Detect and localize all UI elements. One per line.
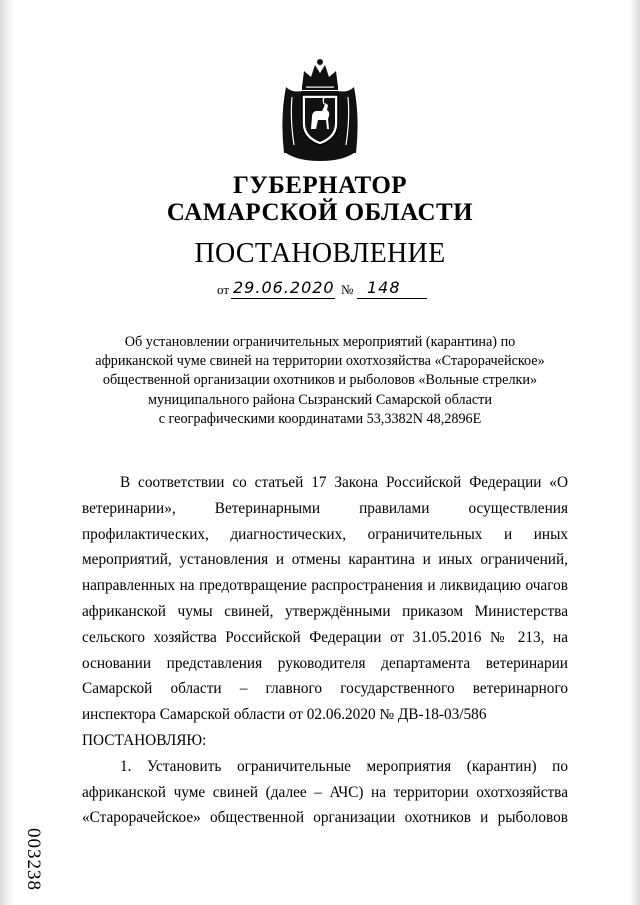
date-number-line bbox=[217, 278, 437, 300]
document-type-heading: ПОСТАНОВЛЕНИЕ bbox=[194, 238, 446, 269]
number-label: № bbox=[341, 282, 354, 297]
document-body bbox=[82, 470, 568, 831]
date-underline bbox=[231, 298, 335, 299]
samara-region-coat-of-arms-icon bbox=[278, 57, 362, 163]
authority-line-1: ГУБЕРНАТОР bbox=[232, 172, 408, 199]
title-line: с географическими координатами 53,3382N 48,2896E bbox=[158, 410, 482, 427]
handwritten-date: 29.06.2020 bbox=[233, 278, 335, 297]
preamble-paragraph: В соответствии со статьей 17 Закона Российской Федерации «О ветеринарии», Ветеринарными правилами осуществления профилактических, диагностических, ограничительных и иных мероприятий, установления и отмены карантина и иных ограничений, направленных на предотвращение распространения и ликвидацию очагов африканской чумы свиней, утверждёнными приказом Министерства сельского хозяйства Российской Федерации от 31.05.2016 № 213, на основании представления руководителя департамента ветеринарии Самарской области – главного государственного ветеринарного инспектора Самарской области от 02.06.2020 № ДВ-18-03/586 bbox=[82, 474, 568, 724]
date-label: от bbox=[217, 282, 230, 297]
title-line: общественной организации охотников и рыболовов «Вольные стрелки» bbox=[102, 372, 538, 389]
resolution-phrase: ПОСТАНОВЛЯЮ: bbox=[82, 731, 207, 749]
title-line: муниципального района Сызранский Самарской области bbox=[148, 391, 492, 408]
title-line: Об установлении ограничительных мероприятий (карантина) по bbox=[124, 334, 516, 350]
handwritten-number: 148 bbox=[367, 278, 401, 297]
authority-line-2: САМАРСКОЙ ОБЛАСТИ bbox=[166, 199, 474, 226]
number-underline bbox=[357, 298, 427, 299]
scan-edge-shadow-left bbox=[0, 0, 14, 905]
title-line: африканской чуме свиней на территории охотхозяйства «Старорачейское» bbox=[95, 353, 545, 370]
scan-edge-shadow-right bbox=[630, 0, 640, 905]
clause-1-paragraph: 1. Установить ограничительные мероприятия (карантин) по африканской чуме свиней (далее – АЧС) на территории охотхозяйства «Старорачейское» общественной организации охотников и рыболовов bbox=[82, 757, 568, 827]
document-title bbox=[70, 333, 570, 429]
margin-serial-stamp: 003238 bbox=[23, 828, 44, 891]
